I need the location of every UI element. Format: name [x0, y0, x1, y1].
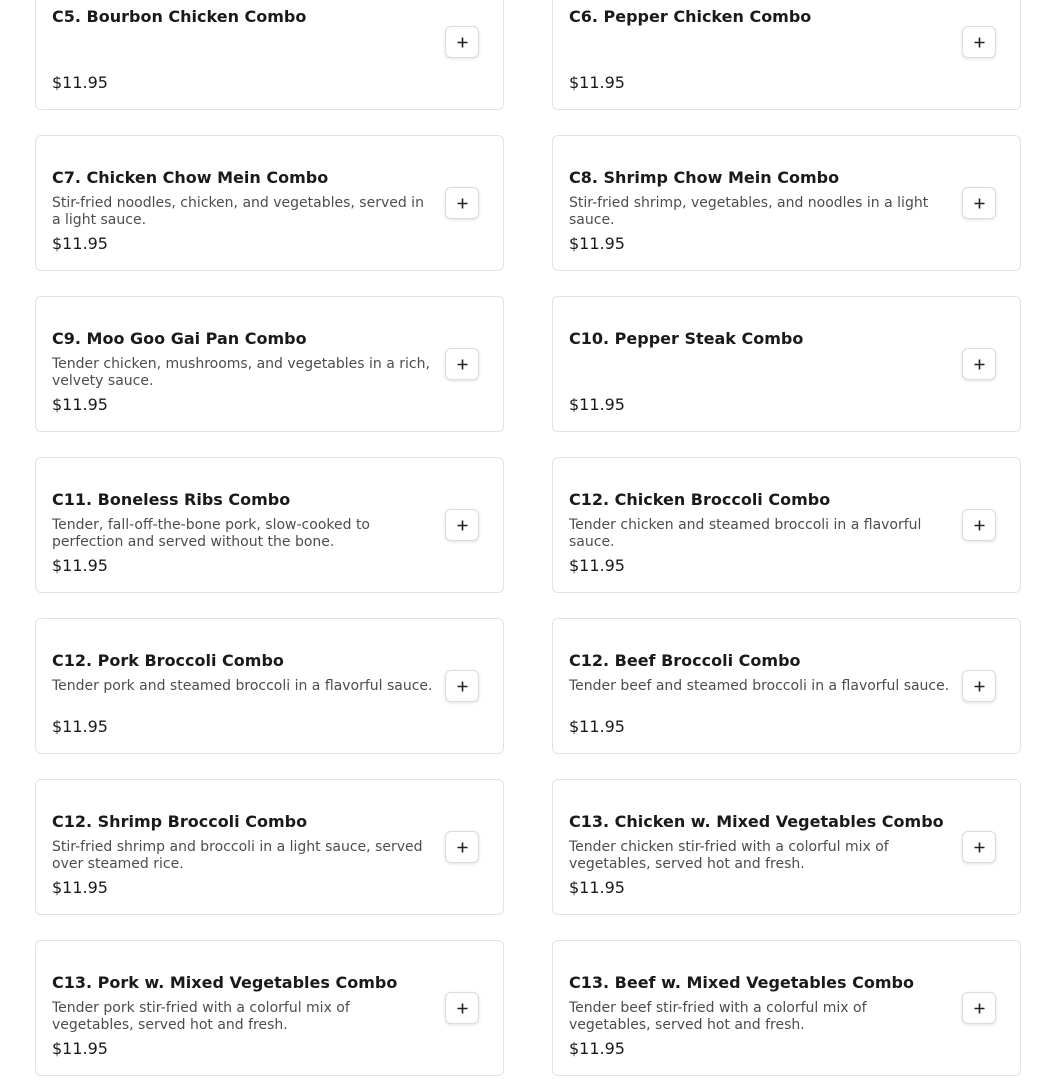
menu-item-card[interactable]: [552, 940, 1021, 1076]
menu-item-card[interactable]: [552, 618, 1021, 754]
plus-icon: [974, 681, 985, 692]
menu-item-description: Tender pork stir-fried with a colorful mix of vegetables, served hot and fresh.: [52, 1000, 350, 1033]
menu-item-name: C12. Chicken Broccoli Combo: [569, 490, 831, 509]
menu-item-name: C6. Pepper Chicken Combo: [569, 7, 812, 26]
add-to-cart-button[interactable]: [445, 992, 479, 1024]
menu-item-price: $11.95: [569, 878, 625, 897]
plus-icon: [974, 198, 985, 209]
plus-icon: [457, 37, 468, 48]
add-to-cart-button[interactable]: [445, 187, 479, 219]
plus-icon: [974, 1003, 985, 1014]
menu-item-card[interactable]: [35, 618, 504, 754]
menu-item-price: $11.95: [569, 395, 625, 414]
menu-item-description: Tender beef stir-fried with a colorful mix of vegetables, served hot and fresh.: [569, 1000, 867, 1033]
add-to-cart-button[interactable]: [962, 26, 996, 58]
menu-item-name: C12. Beef Broccoli Combo: [569, 651, 801, 670]
menu-item-name: C9. Moo Goo Gai Pan Combo: [52, 329, 307, 348]
add-to-cart-button[interactable]: [962, 992, 996, 1024]
menu-item-name: C12. Pork Broccoli Combo: [52, 651, 284, 670]
add-to-cart-button[interactable]: [962, 187, 996, 219]
menu-item-name: C13. Chicken w. Mixed Vegetables Combo: [569, 812, 944, 831]
menu-item-description: Tender pork and steamed broccoli in a flavorful sauce.: [52, 678, 433, 694]
menu-item-price: $11.95: [569, 556, 625, 575]
menu-item-price: $11.95: [52, 878, 108, 897]
add-to-cart-button[interactable]: [962, 348, 996, 380]
add-to-cart-button[interactable]: [445, 670, 479, 702]
add-to-cart-button[interactable]: [445, 831, 479, 863]
menu-item-name: C13. Pork w. Mixed Vegetables Combo: [52, 973, 398, 992]
menu-item-card[interactable]: [35, 296, 504, 432]
menu-item-card[interactable]: [35, 940, 504, 1076]
add-to-cart-button[interactable]: [962, 670, 996, 702]
menu-item-card[interactable]: [35, 457, 504, 593]
menu-item-price: $11.95: [569, 1039, 625, 1058]
menu-item-name: C5. Bourbon Chicken Combo: [52, 7, 307, 26]
plus-icon: [457, 842, 468, 853]
plus-icon: [457, 1003, 468, 1014]
menu-item-price: $11.95: [52, 395, 108, 414]
plus-icon: [457, 520, 468, 531]
plus-icon: [974, 359, 985, 370]
add-to-cart-button[interactable]: [445, 348, 479, 380]
menu-item-card[interactable]: [35, 135, 504, 271]
menu-item-name: C11. Boneless Ribs Combo: [52, 490, 291, 509]
menu-item-price: $11.95: [52, 234, 108, 253]
menu-item-description: Stir-fried shrimp, vegetables, and noodles in a light sauce.: [569, 195, 929, 228]
plus-icon: [457, 681, 468, 692]
menu-item-price: $11.95: [52, 73, 108, 92]
plus-icon: [974, 37, 985, 48]
plus-icon: [457, 359, 468, 370]
menu-item-description: Stir-fried shrimp and broccoli in a light sauce, served over steamed rice.: [52, 839, 423, 872]
menu-item-card[interactable]: [35, 0, 504, 110]
plus-icon: [457, 198, 468, 209]
menu-item-card[interactable]: [552, 0, 1021, 110]
menu-item-price: $11.95: [52, 556, 108, 575]
plus-icon: [974, 520, 985, 531]
menu-item-grid: [35, 0, 1021, 1076]
menu-item-price: $11.95: [52, 1039, 108, 1058]
menu-item-description: Tender chicken stir-fried with a colorful mix of vegetables, served hot and fresh.: [569, 839, 889, 872]
menu-item-price: $11.95: [52, 717, 108, 736]
add-to-cart-button[interactable]: [962, 831, 996, 863]
menu-item-description: Tender chicken and steamed broccoli in a flavorful sauce.: [569, 517, 922, 550]
menu-item-card[interactable]: [35, 779, 504, 915]
menu-item-card[interactable]: [552, 135, 1021, 271]
menu-item-name: C8. Shrimp Chow Mein Combo: [569, 168, 840, 187]
menu-item-description: Tender beef and steamed broccoli in a flavorful sauce.: [569, 678, 950, 694]
menu-item-name: C7. Chicken Chow Mein Combo: [52, 168, 329, 187]
add-to-cart-button[interactable]: [445, 509, 479, 541]
menu-item-name: C13. Beef w. Mixed Vegetables Combo: [569, 973, 914, 992]
plus-icon: [974, 842, 985, 853]
menu-item-card[interactable]: [552, 296, 1021, 432]
menu-item-description: Stir-fried noodles, chicken, and vegetables, served in a light sauce.: [52, 195, 424, 228]
menu-item-card[interactable]: [552, 457, 1021, 593]
menu-item-price: $11.95: [569, 717, 625, 736]
add-to-cart-button[interactable]: [445, 26, 479, 58]
menu-item-description: Tender, fall-off-the-bone pork, slow-cooked to perfection and served without the bone.: [52, 517, 371, 550]
add-to-cart-button[interactable]: [962, 509, 996, 541]
menu-item-name: C10. Pepper Steak Combo: [569, 329, 804, 348]
menu-item-price: $11.95: [569, 234, 625, 253]
menu-item-description: Tender chicken, mushrooms, and vegetables in a rich, velvety sauce.: [52, 356, 430, 389]
menu-item-name: C12. Shrimp Broccoli Combo: [52, 812, 308, 831]
menu-item-card[interactable]: [552, 779, 1021, 915]
menu-item-price: $11.95: [569, 73, 625, 92]
